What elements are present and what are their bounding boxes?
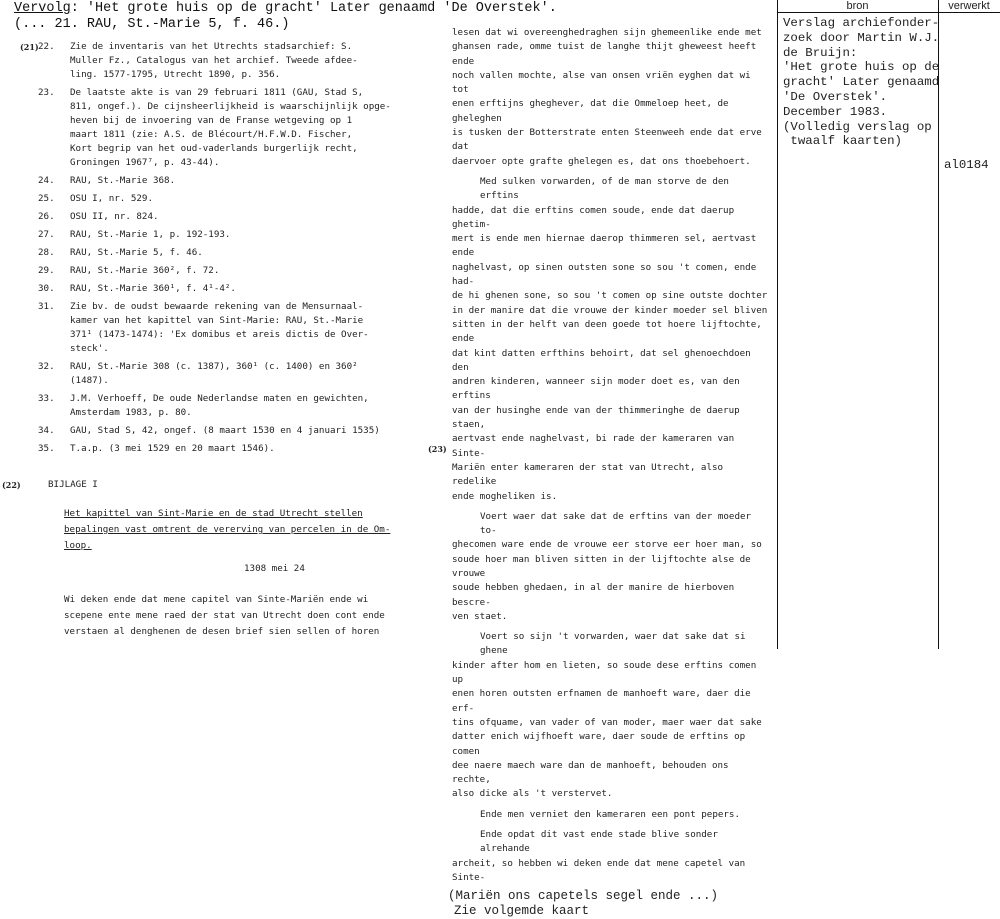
charter-line: tins ofquame, van vader of van moder, maer waer dat sake bbox=[452, 716, 762, 728]
charter-line: ghansen rade, omme tuist de langhe thijt gheweest heeft ende bbox=[452, 41, 757, 67]
charter-line: dat kint datten erfthins behoirt, dat sel ghenoechdoen den bbox=[452, 347, 751, 373]
verwerkt-header: verwerkt bbox=[938, 0, 1000, 13]
footnote-number: 29. bbox=[38, 265, 55, 276]
footnote bbox=[16, 282, 416, 296]
footnote-number: 26. bbox=[38, 211, 55, 222]
footnote-line: RAU, St.-Marie 360¹, f. 4¹-4². bbox=[70, 283, 236, 294]
charter-line: datter enich wijfhoeft ware, daer soude de erftins op comen bbox=[452, 731, 746, 757]
bron-line: gracht' Later genaamd bbox=[783, 75, 940, 90]
charter-line: kinder after hom en lieten, so soude dese erftins comen up bbox=[452, 659, 757, 686]
footnote-text bbox=[70, 192, 416, 206]
footnote-number: 32. bbox=[38, 361, 55, 372]
margin-mark-22: (22) bbox=[2, 480, 21, 490]
bron-line: Verslag archiefonder- bbox=[783, 16, 940, 30]
charter-line: ghecomen ware ende de vrouwe eer storve eer hoer man, so bbox=[452, 539, 762, 551]
bron-line: December 1983. bbox=[783, 104, 888, 119]
footnote-number: 28. bbox=[38, 247, 55, 258]
charter-line: aertvast ende naghelvast, bi rade der kameraren van Sinte- bbox=[452, 433, 735, 459]
footnote bbox=[16, 300, 416, 356]
charter-line: Voert waer dat sake dat de erftins van der moeder to- bbox=[480, 510, 752, 537]
footnote-text bbox=[70, 392, 416, 420]
charter-line: soude hebben ghedaen, in al der manire de hierboven bescre- bbox=[452, 582, 735, 608]
footnote-line: OSU I, nr. 529. bbox=[70, 193, 153, 204]
footnote-line: De laatste akte is van 29 februari 1811 (GAU, Stad S, bbox=[70, 87, 364, 98]
footnote-line: (1487). bbox=[70, 375, 109, 386]
charter-line: in der manire dat die vrouwe der kinder moeder sel bliven bbox=[452, 304, 768, 316]
footnote-line: Muller Fz., Catalogus van het archief. Tweede afdee- bbox=[70, 55, 358, 66]
footnote bbox=[16, 192, 416, 206]
footnote bbox=[16, 442, 416, 456]
footnote-line: Groningen 1967⁷, p. 43-44). bbox=[70, 157, 220, 168]
margin-mark-23: (23) bbox=[428, 444, 447, 454]
handwritten-line-2: Zie volgemde kaart bbox=[454, 904, 590, 919]
footnote-text bbox=[70, 442, 416, 456]
charter-line: Mariën enter kameraren der stat van Utrecht, also redelike bbox=[452, 461, 724, 488]
charter-line: Ende opdat dit vast ende stade blive sonder alrehande bbox=[480, 829, 718, 855]
footnote-number: 27. bbox=[38, 229, 55, 240]
bijlage-date: 1308 mei 24 bbox=[244, 563, 305, 574]
footnote-line: Zie bv. de oudst bewaarde rekening van de Mensurnaal- bbox=[70, 301, 364, 312]
footnote-line: GAU, Stad S, 42, ongef. (8 maart 1530 en 4 januari 1535) bbox=[70, 425, 380, 436]
footnote-text bbox=[70, 300, 416, 356]
footnote-number: 22. bbox=[38, 41, 55, 52]
footnote bbox=[16, 392, 416, 420]
footnote-text bbox=[70, 246, 416, 260]
footnote-line: Kort begrip van het oud-vaderlands burgerlijk recht, bbox=[70, 143, 358, 154]
bijlage-heading: BIJLAGE I bbox=[48, 479, 98, 490]
footnote-text bbox=[70, 282, 416, 296]
footnote-number: 30. bbox=[38, 283, 55, 294]
bijlage-title-line: bepalingen vast omtrent de vererving van percelen in de Om- bbox=[64, 524, 391, 535]
footnote-number: 24. bbox=[38, 175, 55, 186]
verwerkt-column-border bbox=[938, 0, 939, 649]
bron-line: 'Het grote huis op de bbox=[783, 60, 940, 75]
footnote-line: RAU, St.-Marie 368. bbox=[70, 175, 176, 186]
bijlage-text-line: verstaen al denghenen de desen brief sien sellen of horen bbox=[64, 626, 380, 637]
handwritten-line-1: (Mariën ons capetels segel ende ...) bbox=[448, 889, 719, 904]
footnote bbox=[16, 228, 416, 242]
charter-line: andren kinderen, wanneer sijn moder doet es, van den erftins bbox=[452, 376, 740, 402]
verwerkt-code: al0184 bbox=[944, 158, 989, 172]
footnote-line: T.a.p. (3 mei 1529 en 20 maart 1546). bbox=[70, 443, 275, 454]
footnote-text bbox=[70, 86, 416, 170]
footnote-line: RAU, St.-Marie 308 (c. 1387), 360¹ (c. 1400) en 360² bbox=[70, 361, 358, 372]
footnote bbox=[16, 174, 416, 188]
charter-line: Ende men verniet den kameraren een pont pepers. bbox=[480, 808, 740, 820]
charter-line: mert is ende men hiernae daerop thimmeren sel, aertvast ende bbox=[452, 233, 757, 259]
bron-line: de Bruijn: bbox=[783, 45, 858, 60]
bron-column-border bbox=[777, 0, 778, 649]
charter-line: noch vallen mochte, alse van onsen vriën eyghen dat wi tot bbox=[452, 69, 751, 96]
margin-mark-21: (21) bbox=[20, 42, 39, 52]
charter-line: enen erftijns gheghever, dat die Ommeloep heet, de gheleghen bbox=[452, 98, 729, 124]
footnote-line: steck'. bbox=[70, 343, 109, 354]
charter-line: ven staet. bbox=[452, 610, 508, 622]
footnote-line: Amsterdam 1983, p. 80. bbox=[70, 407, 192, 418]
bijlage-text-line: Wi deken ende dat mene capitel van Sinte-Mariën ende wi bbox=[64, 594, 369, 605]
footnote bbox=[16, 360, 416, 388]
footnotes-column bbox=[2, 40, 416, 640]
footnote bbox=[16, 40, 416, 82]
charter-line: hadde, dat die erftins comen soude, ende dat daerup ghetim- bbox=[452, 204, 735, 230]
footnote-number: 31. bbox=[38, 301, 55, 312]
charter-line: van der husinghe ende van der thimmeringhe de daerup staen, bbox=[452, 404, 740, 431]
footnote-line: OSU II, nr. 824. bbox=[70, 211, 159, 222]
footnote-text bbox=[70, 40, 416, 82]
bijlage-text-line: scepene ente mene raed der stat van Utrecht doen cont ende bbox=[64, 610, 385, 621]
bijlage-title-line: loop. bbox=[64, 540, 92, 551]
bijlage-title bbox=[16, 506, 416, 554]
footnote-number: 35. bbox=[38, 443, 55, 454]
charter-text-column bbox=[448, 26, 770, 919]
footnote-line: 371¹ (1473-1474): 'Ex domibus et areis dictis de Over- bbox=[70, 329, 369, 340]
footnote-list bbox=[16, 40, 416, 456]
footnote-line: 811, ongef.). De cijnsheerlijkheid is waarschijnlijk opge- bbox=[70, 101, 391, 112]
footnote-line: heven bij de invoering van de Franse wetgeving op 1 bbox=[70, 115, 353, 126]
footnote bbox=[16, 264, 416, 278]
charter-line: ende mogheliken is. bbox=[452, 490, 558, 502]
footnote-line: RAU, St.-Marie 360², f. 72. bbox=[70, 265, 220, 276]
charter-line: enen horen outsten erfnamen de manhoeft ware, daer die erf- bbox=[452, 688, 751, 714]
footnote bbox=[16, 210, 416, 224]
footnote-text bbox=[70, 228, 416, 242]
charter-line: soude hoer man bliven sitten in der lijftochte alse de vrouwe bbox=[452, 553, 751, 579]
bijlage-title-line: Het kapittel van Sint-Marie en de stad Utrecht stellen bbox=[64, 508, 363, 519]
footnote-line: Zie de inventaris van het Utrechts stadsarchief: S. bbox=[70, 41, 353, 52]
footnote-line: RAU, St.-Marie 5, f. 46. bbox=[70, 247, 203, 258]
handwritten-note bbox=[448, 889, 770, 919]
title-rest: : 'Het grote huis op de gracht' Later genaamd 'De Overstek'. bbox=[70, 1, 557, 16]
bron-line: twaalf kaarten) bbox=[783, 134, 902, 149]
footnote-line: RAU, St.-Marie 1, p. 192-193. bbox=[70, 229, 231, 240]
footnote-text bbox=[70, 360, 416, 388]
bron-source-text bbox=[783, 16, 940, 149]
footnote bbox=[16, 424, 416, 438]
charter-line: daervoer opte grafte ghelegen es, dat ons thoebehoert. bbox=[452, 155, 751, 167]
charter-line: Voert so sijn 't vorwarden, waer dat sake dat si ghene bbox=[480, 631, 746, 657]
bron-header: bron bbox=[777, 0, 938, 13]
footnote bbox=[16, 86, 416, 170]
footnote-text bbox=[70, 424, 416, 438]
footnote bbox=[16, 246, 416, 260]
footnote-line: maart 1811 (zie: A.S. de Blécourt/H.F.W.D. Fischer, bbox=[70, 129, 353, 140]
charter-line: dee naere maech ware dan de manhoeft, behouden ons rechte, bbox=[452, 759, 729, 786]
bron-line: zoek door Martin W.J. bbox=[783, 30, 940, 45]
bron-line: (Volledig verslag op bbox=[783, 119, 932, 134]
charter-line: Med sulken vorwarden, of de man storve de den erftins bbox=[480, 175, 729, 202]
footnote-line: ling. 1577-1795, Utrecht 1890, p. 356. bbox=[70, 69, 281, 80]
charter-line: is tusken der Botterstrate enten Steenweeh ende dat erve dat bbox=[452, 127, 762, 153]
charter-line: naghelvast, op sinen outsten sone so sou 't comen, ende had- bbox=[452, 261, 757, 288]
charter-line: de hi ghenen sone, so sou 't comen op sine outste dochter bbox=[452, 290, 768, 302]
footnote-line: J.M. Verhoeff, De oude Nederlandse maten en gewichten, bbox=[70, 393, 369, 404]
charter-line: lesen dat wi overeenghedraghen sijn ghemeenlike ende met bbox=[452, 27, 762, 38]
title-label: Vervolg bbox=[14, 1, 71, 16]
charter-line: sitten in der helft van deen goede tot hoere lijftochte, ende bbox=[452, 318, 762, 345]
footnote-number: 33. bbox=[38, 393, 55, 404]
footnote-line: kamer van het kapittel van Sint-Marie: RAU, St.-Marie bbox=[70, 315, 364, 326]
footnote-text bbox=[70, 210, 416, 224]
bijlage-text bbox=[16, 592, 416, 640]
title-reference: (... 21. RAU, St.-Marie 5, f. 46.) bbox=[14, 17, 290, 32]
footnote-number: 34. bbox=[38, 425, 55, 436]
footnote-number: 23. bbox=[38, 87, 55, 98]
footnote-text bbox=[70, 174, 416, 188]
footnote-text bbox=[70, 264, 416, 278]
footnote-number: 25. bbox=[38, 193, 55, 204]
bron-line: 'De Overstek'. bbox=[783, 89, 888, 104]
charter-line: also dicke als 't verstervet. bbox=[452, 788, 613, 800]
charter-line: archeit, so hebben wi deken ende dat mene capetel van Sinte- bbox=[452, 857, 746, 883]
